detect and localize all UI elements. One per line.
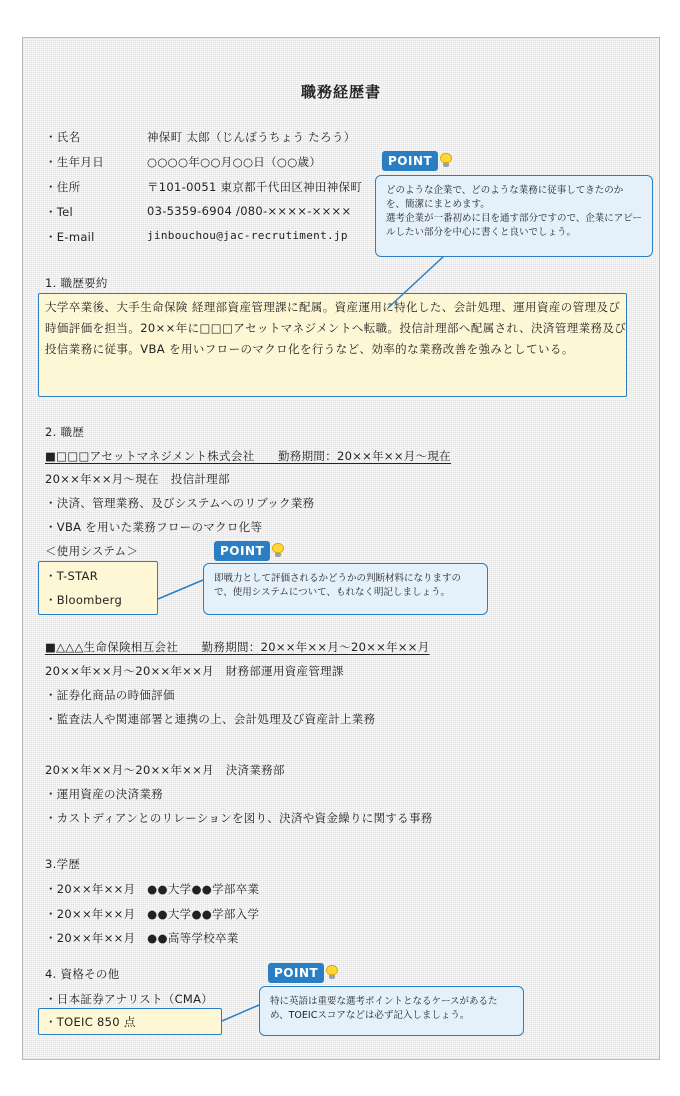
point-badge: POINT	[214, 541, 270, 561]
profile-label-birth: ・生年月日	[45, 155, 104, 169]
system-item: ・Bloomberg	[45, 593, 123, 607]
qualification-item: ・TOEIC 850 点	[45, 1015, 136, 1029]
company2-duty: ・カストディアンとのリレーションを図り、決済や資金繰りに関する事務	[45, 811, 433, 825]
company2-duty: ・監査法人や関連部署と連携の上、会計処理及び資産計上業務	[45, 712, 376, 726]
career-heading: 2. 職歴	[45, 425, 85, 439]
system-item: ・T-STAR	[45, 569, 99, 583]
connector-line	[158, 580, 203, 599]
lightbulb-icon	[272, 543, 284, 557]
education-item: ・20××年××月 ●●高等学校卒業	[45, 931, 239, 945]
profile-label-email: ・E-mail	[45, 230, 95, 244]
summary-heading: 1. 職歴要約	[45, 276, 108, 290]
profile-value-name: 神保町 太郎（じんぼうちょう たろう）	[147, 130, 356, 144]
qualification-item: ・日本証券アナリスト（CMA）	[45, 992, 214, 1006]
company2-duty: ・運用資産の決済業務	[45, 787, 163, 801]
callout-line: 特に英語は重要な選考ポイントとなるケースがあるため、TOEICスコアなどは必ず記入しましょう。	[270, 996, 498, 1021]
document-title: 職務経歴書	[300, 83, 381, 101]
lightbulb-icon	[440, 153, 452, 167]
callout-line: 即戦力として評価されるかどうかの判断材料になりますので、使用システムについて、もれなく明記しましょう。	[214, 573, 462, 598]
connector-line	[222, 1005, 259, 1021]
callout-line: どのような企業で、どのような業務に従事してきたのかを、簡潔にまとめます。	[386, 185, 624, 210]
callout-line: 選考企業が一番初めに目を通す部分ですので、企業にアピールしたい部分を中心に書くと良いでしょう。	[386, 213, 642, 238]
profile-value-email: jinbouchou@jac-recrutiment.jp	[147, 229, 348, 242]
company1-period: 20××年××月～現在 投信計理部	[45, 472, 230, 486]
company1-duty: ・VBA を用いた業務フローのマクロ化等	[45, 520, 263, 534]
education-heading: 3.学歴	[45, 857, 81, 871]
lightbulb-icon	[326, 965, 338, 979]
company1-duty: ・決済、管理業務、及びシステムへのリブック業務	[45, 496, 315, 510]
company2-period1: 20××年××月～20××年××月 財務部運用資産管理課	[45, 664, 344, 678]
systems-label: ＜使用システム＞	[45, 544, 139, 558]
profile-label-name: ・氏名	[45, 130, 81, 144]
point-callout-systems	[203, 563, 488, 615]
profile-value-birth: ○○○○年○○月○○日（○○歳）	[147, 155, 322, 169]
qualifications-heading: 4. 資格その他	[45, 967, 120, 981]
connector-line	[388, 256, 444, 308]
profile-value-address: 〒101-0051 東京都千代田区神田神保町	[147, 180, 363, 194]
education-item: ・20××年××月 ●●大学●●学部入学	[45, 907, 260, 921]
education-item: ・20××年××月 ●●大学●●学部卒業	[45, 882, 260, 896]
profile-label-address: ・住所	[45, 180, 81, 194]
profile-value-tel: 03-5359-6904 /080-××××-××××	[147, 204, 352, 218]
point-callout-toeic	[259, 986, 524, 1036]
point-callout-summary	[375, 175, 653, 257]
company1-header: ■□□□アセットマネジメント株式会社 勤務期間：20××年××月～現在	[45, 449, 451, 463]
point-badge: POINT	[382, 151, 438, 171]
point-badge: POINT	[268, 963, 324, 983]
company2-header: ■△△△生命保険相互会社 勤務期間：20××年××月～20××年××月	[45, 640, 430, 654]
profile-label-tel: ・Tel	[45, 205, 74, 219]
summary-text: 大学卒業後、大手生命保険 経理部資産管理課に配属。資産運用に特化した、会計処理、運用資産の管理及び時価評価を担当。20××年に□□□アセットマネジメントへ転職。投信計理部へ配属され、決済管理業務及び投信業務に従事。VBA を用いフローのマクロ化を行うなど、効率的な業務改善を強みとしている。	[45, 300, 627, 356]
company2-period2: 20××年××月～20××年××月 決済業務部	[45, 763, 285, 777]
company2-duty: ・証券化商品の時価評価	[45, 688, 175, 702]
